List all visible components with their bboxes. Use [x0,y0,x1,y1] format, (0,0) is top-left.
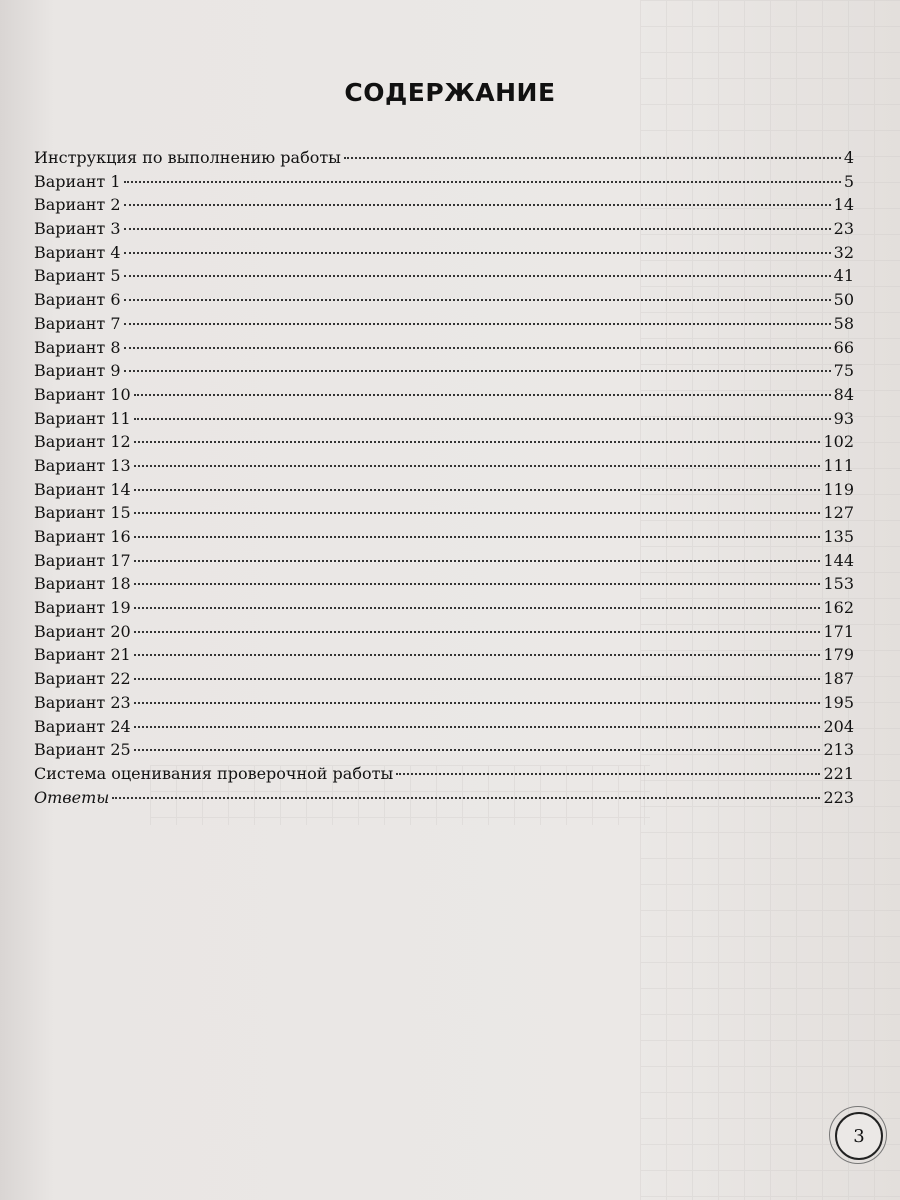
dot-leader [134,512,821,514]
toc-page-number: 223 [823,787,854,807]
toc-page-number: 23 [833,219,854,239]
toc-label: Вариант 3 [34,219,121,239]
toc-label: Вариант 14 [34,479,131,499]
toc-label: Вариант 11 [34,408,131,428]
table-of-contents [34,148,854,811]
toc-label: Вариант 18 [34,574,131,594]
dot-leader [134,678,821,680]
toc-label: Вариант 20 [34,621,131,641]
toc-row[interactable] [34,717,854,741]
toc-page-number: 221 [823,763,854,783]
dot-leader [124,370,831,372]
toc-row[interactable] [34,598,854,622]
page-number: 3 [835,1112,883,1160]
toc-row[interactable] [34,503,854,527]
toc-row[interactable] [34,243,854,267]
toc-page-number: 135 [823,527,854,546]
toc-label: Ответы [34,787,110,807]
dot-leader [134,583,821,585]
toc-row[interactable] [34,693,854,717]
toc-row[interactable] [34,480,854,504]
toc-label: Вариант 19 [34,598,131,618]
toc-row[interactable] [34,266,854,290]
toc-label: Вариант 1 [34,171,121,191]
toc-label: Вариант 2 [34,195,121,215]
toc-label: Вариант 7 [34,313,121,333]
toc-page-number: 119 [823,479,854,499]
toc-row[interactable] [34,219,854,243]
dot-leader [134,607,821,609]
toc-row[interactable] [34,622,854,646]
toc-row[interactable] [34,551,854,575]
toc-page-number: 127 [823,503,854,523]
toc-row[interactable] [34,409,854,433]
dot-leader [134,394,831,396]
toc-row[interactable] [34,338,854,362]
dot-leader [124,347,831,349]
toc-label: Вариант 23 [34,692,131,712]
dot-leader [134,631,821,633]
toc-label: Вариант 5 [34,266,121,286]
dot-leader [134,702,821,704]
toc-row[interactable] [34,148,854,172]
dot-leader [134,536,821,538]
toc-label: Вариант 13 [34,455,131,475]
toc-row[interactable] [34,432,854,456]
toc-label: Инструкция по выполнению работы [34,148,341,167]
page-title: СОДЕРЖАНИЕ [344,78,556,107]
toc-label: Вариант 22 [34,669,131,689]
toc-page-number: 93 [833,408,854,428]
toc-row[interactable] [34,314,854,338]
toc-page-number: 187 [823,669,854,689]
toc-row[interactable] [34,385,854,409]
dot-leader [134,749,821,751]
toc-label: Вариант 8 [34,337,121,357]
dot-leader [124,275,831,277]
toc-page-number: 50 [833,290,854,310]
toc-row[interactable] [34,195,854,219]
toc-page-number: 179 [823,645,854,665]
toc-label: Вариант 9 [34,361,121,381]
toc-page-number: 162 [823,598,854,618]
toc-row[interactable] [34,290,854,314]
toc-row[interactable] [34,645,854,669]
toc-page-number: 111 [823,455,854,475]
dot-leader [124,181,841,183]
toc-row[interactable] [34,456,854,480]
toc-row[interactable] [34,764,854,788]
toc-page-number: 171 [823,621,854,641]
toc-label: Вариант 6 [34,290,121,310]
dot-leader [134,418,831,420]
toc-label: Вариант 17 [34,550,131,570]
toc-label: Вариант 25 [34,740,131,760]
toc-label: Вариант 10 [34,384,131,404]
toc-label: Вариант 4 [34,242,121,262]
dot-leader [134,441,821,443]
toc-label: Вариант 12 [34,432,131,452]
toc-row[interactable] [34,172,854,196]
toc-label: Вариант 21 [34,645,131,665]
toc-row[interactable] [34,527,854,551]
dot-leader [134,654,821,656]
toc-page-number: 102 [823,432,854,452]
dot-leader [134,489,821,491]
dot-leader [112,797,820,799]
toc-page-number: 14 [833,195,854,215]
toc-label: Вариант 16 [34,527,131,546]
toc-page-number: 32 [833,242,854,262]
dot-leader [134,465,821,467]
dot-leader [344,157,841,159]
dot-leader [124,323,831,325]
toc-row[interactable] [34,740,854,764]
toc-label: Вариант 15 [34,503,131,523]
toc-page-number: 153 [823,574,854,594]
toc-page-number: 41 [833,266,854,286]
toc-row[interactable] [34,788,854,812]
toc-row[interactable] [34,574,854,598]
toc-page-number: 75 [833,361,854,381]
toc-page-number: 5 [843,171,854,191]
toc-page-number: 58 [833,313,854,333]
toc-page-number: 213 [823,740,854,760]
toc-row[interactable] [34,669,854,693]
toc-page-number: 204 [823,716,854,736]
dot-leader [124,228,831,230]
toc-page-number: 4 [843,148,854,167]
toc-label: Система оценивания проверочной работы [34,763,394,783]
dot-leader [124,299,831,301]
toc-page-number: 144 [823,550,854,570]
toc-label: Вариант 24 [34,716,131,736]
toc-page-number: 84 [833,384,854,404]
toc-page-number: 66 [833,337,854,357]
toc-row[interactable] [34,361,854,385]
dot-leader [124,252,831,254]
toc-page-number: 195 [823,692,854,712]
dot-leader [134,726,821,728]
dot-leader [396,773,820,775]
dot-leader [124,204,831,206]
dot-leader [134,560,821,562]
